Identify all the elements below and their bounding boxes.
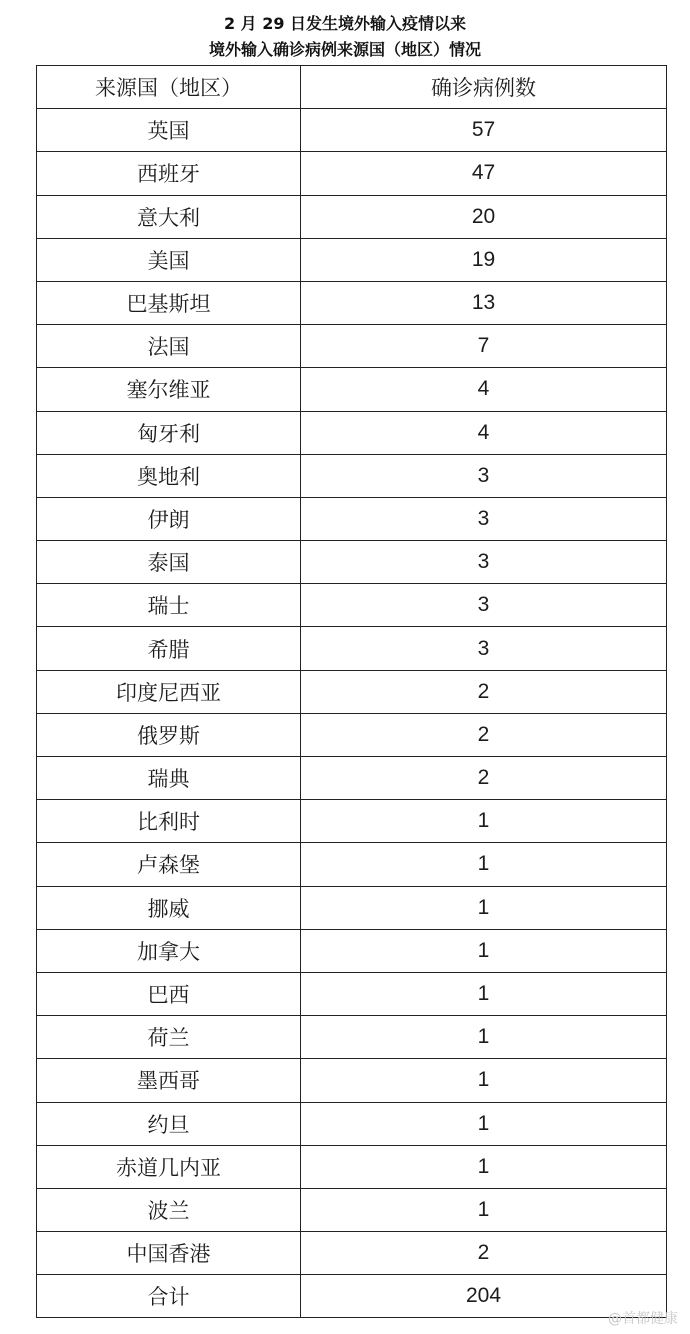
header-case-count: 确诊病例数 [301, 66, 667, 109]
country-cell: 俄罗斯 [37, 713, 301, 756]
count-cell: 3 [301, 541, 667, 584]
count-cell: 3 [301, 454, 667, 497]
table-row [37, 195, 667, 238]
table-row [37, 1016, 667, 1059]
table-row [37, 1102, 667, 1145]
page-title-line-2: 境外输入确诊病例来源国（地区）情况 [208, 40, 481, 59]
country-cell: 赤道几内亚 [37, 1145, 301, 1188]
table-row [37, 152, 667, 195]
country-cell: 奥地利 [37, 454, 301, 497]
table-row [37, 281, 667, 324]
country-cell: 合计 [37, 1275, 301, 1318]
count-cell: 2 [301, 1232, 667, 1275]
table-row [37, 886, 667, 929]
count-cell: 1 [301, 1188, 667, 1231]
table-row [37, 757, 667, 800]
country-cell: 意大利 [37, 195, 301, 238]
table-row [37, 584, 667, 627]
count-cell: 3 [301, 627, 667, 670]
count-cell: 1 [301, 843, 667, 886]
count-cell: 1 [301, 972, 667, 1015]
country-cell: 中国香港 [37, 1232, 301, 1275]
country-cell: 巴西 [37, 972, 301, 1015]
country-cell: 印度尼西亚 [37, 670, 301, 713]
count-cell: 1 [301, 1059, 667, 1102]
table-row [37, 454, 667, 497]
count-cell: 3 [301, 497, 667, 540]
country-cell: 匈牙利 [37, 411, 301, 454]
count-cell: 47 [301, 152, 667, 195]
country-cell: 加拿大 [37, 929, 301, 972]
table-body [37, 109, 667, 1318]
country-cell: 伊朗 [37, 497, 301, 540]
table-row [37, 800, 667, 843]
country-cell: 希腊 [37, 627, 301, 670]
count-cell: 1 [301, 886, 667, 929]
table-row [37, 972, 667, 1015]
count-cell: 13 [301, 281, 667, 324]
table-row [37, 109, 667, 152]
table-row [37, 325, 667, 368]
table-row [37, 929, 667, 972]
country-cell: 卢森堡 [37, 843, 301, 886]
count-cell: 19 [301, 238, 667, 281]
country-cell: 荷兰 [37, 1016, 301, 1059]
table-row [37, 497, 667, 540]
country-cell: 墨西哥 [37, 1059, 301, 1102]
table-row [37, 1059, 667, 1102]
page-title-line-1: 2 月 29 日发生境外输入疫情以来 [223, 14, 467, 33]
country-cell: 约旦 [37, 1102, 301, 1145]
count-cell: 57 [301, 109, 667, 152]
count-cell: 1 [301, 1102, 667, 1145]
country-cell: 瑞典 [37, 757, 301, 800]
country-cell: 瑞士 [37, 584, 301, 627]
count-cell: 2 [301, 670, 667, 713]
table-row [37, 238, 667, 281]
table-row [37, 670, 667, 713]
country-cell: 塞尔维亚 [37, 368, 301, 411]
count-cell: 2 [301, 757, 667, 800]
country-cell: 美国 [37, 238, 301, 281]
count-cell: 20 [301, 195, 667, 238]
count-cell: 1 [301, 800, 667, 843]
count-cell: 2 [301, 713, 667, 756]
count-cell: 7 [301, 325, 667, 368]
table-row [37, 1145, 667, 1188]
country-cell: 巴基斯坦 [37, 281, 301, 324]
count-cell: 3 [301, 584, 667, 627]
table-row [37, 1275, 667, 1318]
table-row [37, 411, 667, 454]
table-row [37, 368, 667, 411]
table-row [37, 627, 667, 670]
table-row [37, 541, 667, 584]
country-cell: 挪威 [37, 886, 301, 929]
count-cell: 4 [301, 368, 667, 411]
table-row [37, 1188, 667, 1231]
country-cell: 比利时 [37, 800, 301, 843]
count-cell: 1 [301, 1016, 667, 1059]
header-source-country: 来源国（地区） [37, 66, 301, 109]
imported-cases-table [36, 65, 667, 1318]
country-cell: 波兰 [37, 1188, 301, 1231]
country-cell: 泰国 [37, 541, 301, 584]
count-cell: 1 [301, 929, 667, 972]
table-header-row [37, 66, 667, 109]
country-cell: 英国 [37, 109, 301, 152]
table-row [37, 1232, 667, 1275]
watermark: @首都健康 [608, 1311, 678, 1327]
count-cell: 204 [301, 1275, 667, 1318]
count-cell: 1 [301, 1145, 667, 1188]
country-cell: 法国 [37, 325, 301, 368]
country-cell: 西班牙 [37, 152, 301, 195]
count-cell: 4 [301, 411, 667, 454]
table-row [37, 713, 667, 756]
table-row [37, 843, 667, 886]
